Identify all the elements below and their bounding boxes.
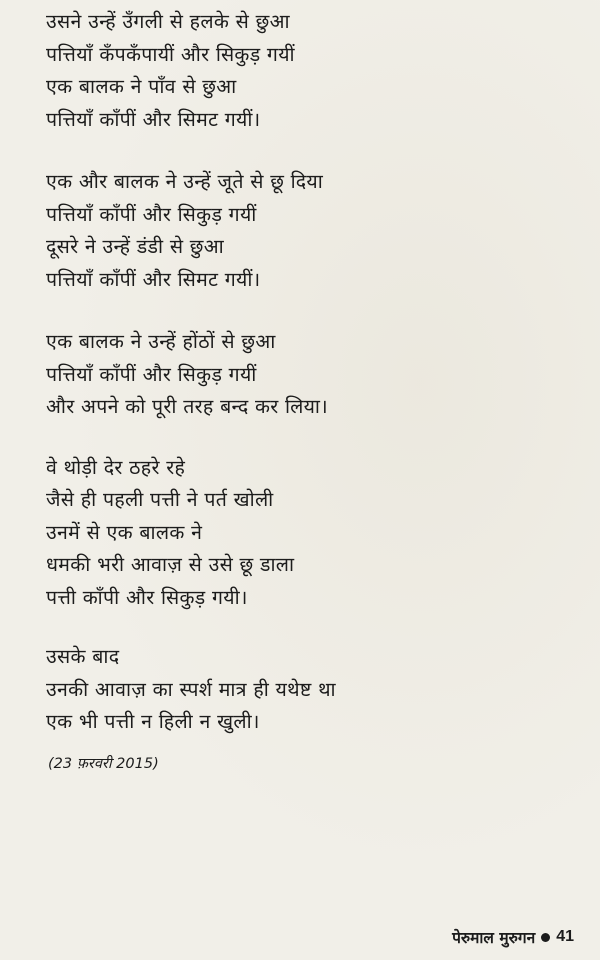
poem-line: एक बालक ने पाँव से छुआ xyxy=(46,75,237,98)
stanza-1 xyxy=(46,6,566,136)
poem-line: उनकी आवाज़ का स्पर्श मात्र ही यथेष्ट था xyxy=(46,677,336,701)
poem-line: दूसरे ने उन्हें डंडी से छुआ xyxy=(46,235,224,258)
poem-line: पत्तियाँ काँपीं और सिमट गयीं। xyxy=(46,267,261,291)
poem-date: (23 फ़रवरी 2015) xyxy=(48,755,159,772)
poem-line: और अपने को पूरी तरह बन्द कर लिया। xyxy=(46,395,328,418)
poem-line: जैसे ही पहली पत्ती ने पर्त खोली xyxy=(46,488,274,511)
poem-line: पत्तियाँ काँपीं और सिकुड़ गयीं xyxy=(46,362,257,386)
poem-line: वे थोड़ी देर ठहरे रहे xyxy=(46,455,186,479)
author-name: पेरुमाल मुरुगन xyxy=(452,929,536,947)
page-number: 41 xyxy=(556,928,574,945)
bullet-icon xyxy=(541,933,550,942)
page-footer xyxy=(452,926,574,948)
poem-line: एक भी पत्ती न हिली न खुली। xyxy=(46,710,260,733)
poem-line: पत्तियाँ काँपीं और सिकुड़ गयीं xyxy=(46,202,257,226)
stanza-4 xyxy=(46,452,566,615)
poem-line: पत्तियाँ कँपकँपायीं और सिकुड़ गयीं xyxy=(46,42,295,66)
poem-line: उसने उन्हें उँगली से हलके से छुआ xyxy=(46,10,290,33)
poem-line: उसके बाद xyxy=(46,645,120,668)
poem-line: उनमें से एक बालक ने xyxy=(46,520,203,544)
stanza-5 xyxy=(46,641,566,739)
stanza-3 xyxy=(46,326,566,424)
stanza-2 xyxy=(46,166,566,296)
poem-line: एक बालक ने उन्हें होंठों से छुआ xyxy=(46,330,276,353)
poem xyxy=(46,6,566,775)
poem-line: पत्ती काँपी और सिकुड़ गयी। xyxy=(46,585,248,609)
poem-line: धमकी भरी आवाज़ से उसे छू डाला xyxy=(46,553,295,576)
poem-line: पत्तियाँ काँपीं और सिमट गयीं। xyxy=(46,107,261,131)
poem-line: एक और बालक ने उन्हें जूते से छू दिया xyxy=(46,170,324,193)
